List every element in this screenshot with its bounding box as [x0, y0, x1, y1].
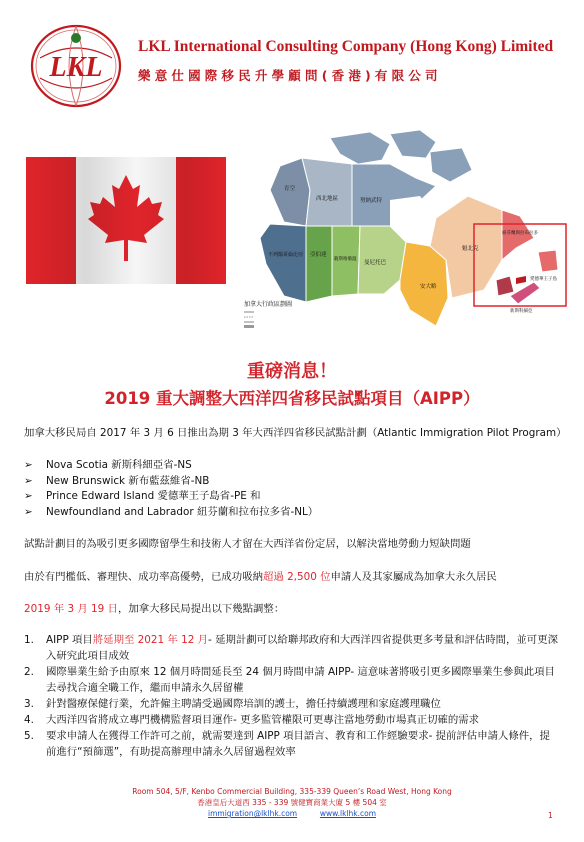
bullet-arrow-icon: ➢	[24, 474, 33, 487]
map-label-saskatchewan: 薩斯喀徹溫	[334, 257, 357, 262]
success-paragraph: 由於有門檻低、審理快、成功率高優勢，已成功吸納超過 2,500 位申請人及其家屬成為加拿大永久居民	[24, 571, 497, 583]
map-label-bc: 不列顛哥倫比亞	[268, 252, 304, 258]
map-label-nwt: 西北地區	[316, 196, 339, 202]
map-label-ns: 新斯科細亞	[510, 309, 533, 314]
map-label-pei: 愛德華王子島	[530, 277, 557, 282]
footer-address-zh: 香港皇后大道西 335 - 339 號健寶商業大廈 5 樓 504 室	[197, 798, 387, 807]
headline-sub: 2019 重大調整大西洋四省移民試點項目（AIPP）	[104, 389, 480, 408]
canada-provinces-map	[240, 130, 568, 340]
map-label-yukon: 育空	[284, 186, 296, 192]
intro-paragraph: 加拿大移民局自 2017 年 3 月 6 日推出為期 3 年大西洋四省移民試點計劃（Atlantic Immigration Pilot Program）	[24, 427, 567, 439]
footer-contacts	[0, 808, 584, 820]
map-label-nunavut: 努納武特	[360, 198, 383, 204]
page-number: 1	[548, 811, 553, 820]
map-label-nl: 紐芬蘭與拉布拉多	[502, 231, 538, 236]
canada-flag-image	[26, 157, 226, 284]
purpose-paragraph: 試點計劃目的為吸引更多國際留學生和技術人才留在大西洋省份定居，以解決當地勞動力短缺問題	[24, 538, 471, 550]
company-name-en: LKL International Consulting Company (Hong Kong) Limited	[138, 38, 554, 55]
headline-main: 重磅消息！	[247, 361, 337, 382]
map-label-ontario: 安大略	[420, 284, 437, 290]
map-label-alberta: 亞伯達	[310, 252, 327, 258]
logo-text: LKL	[49, 52, 103, 83]
company-name-zh: 樂意仕國際移民升學顧問(香港)有限公司	[138, 68, 442, 83]
bullet-arrow-icon: ➢	[24, 459, 33, 471]
footer-address-en: Room 504, 5/F, Kenbo Commercial Building, 335-339 Queen’s Road West, Hong Kong	[132, 787, 452, 796]
email-link[interactable]: immigration@lklhk.com	[208, 809, 298, 818]
success-highlight: 超過 2,500 位	[262, 571, 331, 583]
map-legend-title: 加拿大行政區劃圖	[244, 301, 293, 308]
bullet-arrow-icon: ➢	[24, 505, 33, 518]
company-logo	[26, 18, 126, 110]
announce-date: 2019 年 3 月 19 日	[24, 603, 118, 615]
map-label-quebec: 魁北克	[462, 246, 479, 252]
bullet-arrow-icon: ➢	[24, 490, 33, 502]
map-label-manitoba: 曼尼托巴	[364, 260, 387, 266]
adjustment-highlight: 將延期至 2021 年 12 月	[92, 634, 209, 646]
announce-paragraph: 2019 年 3 月 19 日，加拿大移民局提出以下幾點調整：	[24, 603, 285, 615]
website-link[interactable]: www.lklhk.com	[319, 809, 376, 818]
